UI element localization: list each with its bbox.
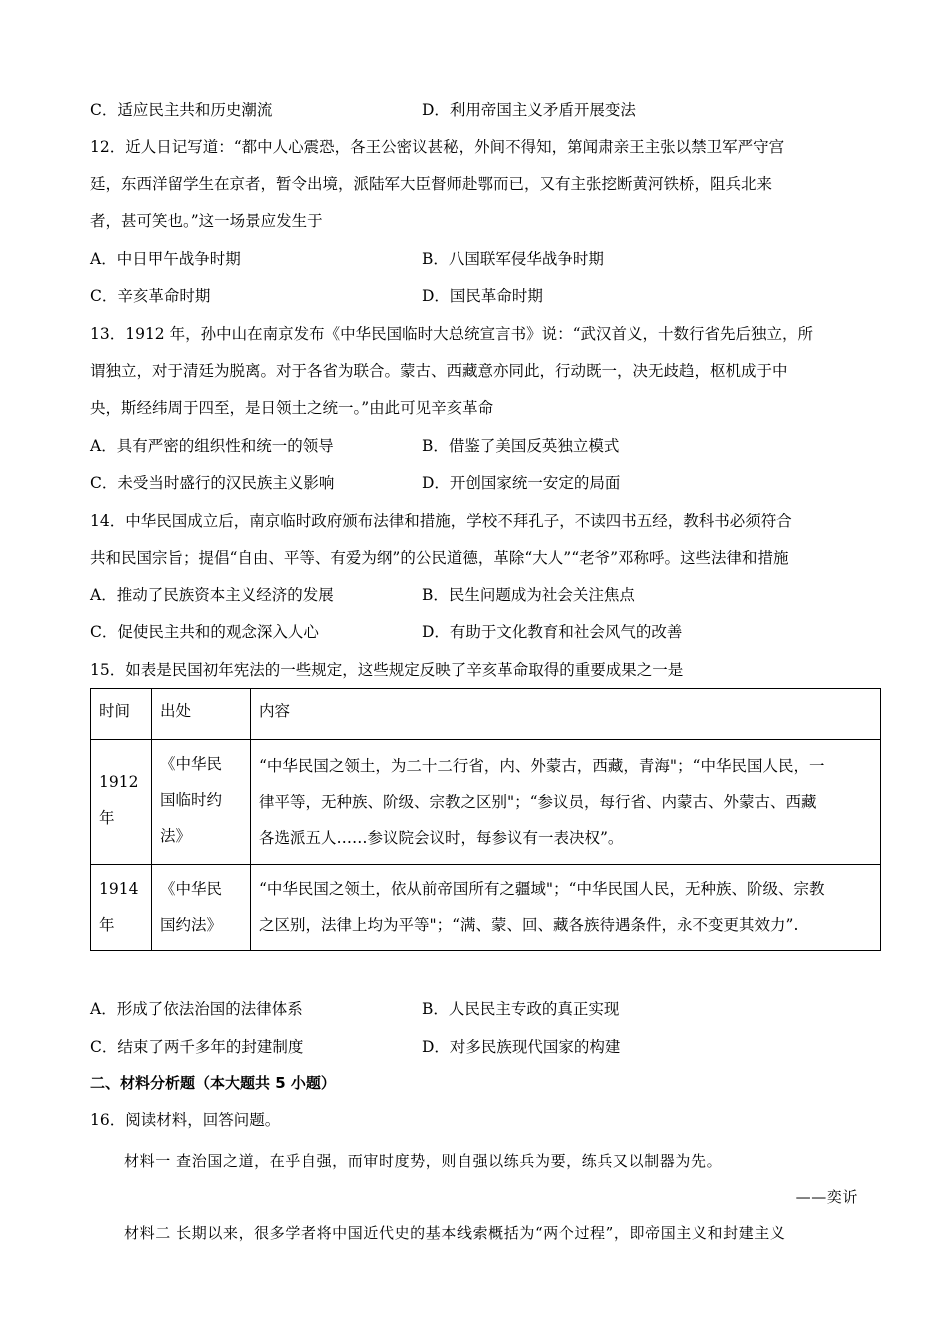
q14-option-b[interactable]: B．民生问题成为社会关注焦点	[422, 586, 635, 604]
cell-line: 国临时约	[160, 791, 223, 809]
table-cell-time	[91, 865, 152, 951]
table-cell-content	[251, 865, 881, 951]
cell-line: 各选派五人……参议院会议时，每参议有一表决权”。	[259, 829, 624, 847]
q13-option-a[interactable]: A．具有严密的组织性和统一的领导	[90, 437, 334, 455]
table-cell-content	[251, 740, 881, 865]
table-header-time: 时间	[91, 689, 152, 740]
table-header-row	[91, 689, 881, 740]
q12-options-row-2	[90, 286, 880, 306]
q13-option-d[interactable]: D．开创国家统一安定的局面	[422, 474, 621, 492]
cell-line: 年	[99, 809, 115, 827]
q15-option-b[interactable]: B．人民民主专政的真正实现	[422, 1000, 620, 1018]
q13-stem-line-1: 13．1912 年，孙中山在南京发布《中华民国临时大总统宣言书》说：“武汉首义，十数行省先后独立，所	[90, 325, 814, 343]
q14-options-row-2	[90, 622, 880, 642]
cell-line: 法》	[160, 827, 192, 845]
q12-option-a[interactable]: A．中日甲午战争时期	[90, 250, 241, 268]
cell-line: 《中华民	[160, 755, 223, 773]
q12-stem-line-1: 12．近人日记写道：“都中人心震恐，各王公密议甚秘，外间不得知，第闻肃亲王主张以禁卫军严守宫	[90, 138, 785, 156]
q14-option-c[interactable]: C．促使民主共和的观念深入人心	[90, 623, 319, 641]
q14-stem-line-2: 共和民国宗旨；提倡“自由、平等、有爱为纲”的公民道德，革除“大人”“老爷”邓称呼。这些法律和措施	[90, 549, 789, 567]
q12-options-row-1	[90, 249, 880, 269]
cell-line: 年	[99, 916, 115, 934]
table-header-source: 出处	[152, 689, 251, 740]
q13-stem-line-3: 央，斯经纬周于四至，是日领土之统一。”由此可见辛亥革命	[90, 399, 494, 417]
table-row	[91, 740, 881, 865]
q14-stem-line-1: 14．中华民国成立后，南京临时政府颁布法律和措施，学校不拜孔子，不读四书五经，教科书必须符合	[90, 512, 792, 530]
table-header-content: 内容	[251, 689, 881, 740]
q13-option-b[interactable]: B．借鉴了美国反英独立模式	[422, 437, 620, 455]
q16-material-1-author: ——奕䜣	[795, 1188, 858, 1206]
q16-material-2: 材料二 长期以来，很多学者将中国近代史的基本线索概括为“两个过程”，即帝国主义和封建主义	[124, 1224, 786, 1242]
cell-line: 律平等，无种族、阶级、宗教之区别"；“参议员，每行省、内蒙古、外蒙古、西藏	[259, 793, 817, 811]
q12-stem-line-3: 者，甚可笑也。”这一场景应发生于	[90, 212, 323, 230]
table-row	[91, 865, 881, 951]
cell-line: 之区别，法律上均为平等"；“满、蒙、回、藏各族待遇条件，永不变更其效力”.	[259, 916, 799, 934]
cell-line: 国约法》	[160, 916, 223, 934]
q12-option-c[interactable]: C．辛亥革命时期	[90, 287, 211, 305]
q15-stem: 15．如表是民国初年宪法的一些规定，这些规定反映了辛亥革命取得的重要成果之一是	[90, 661, 684, 679]
section-heading: 二、材料分析题（本大题共 5 小题）	[90, 1074, 336, 1092]
constitution-table	[90, 688, 881, 951]
q15-option-d[interactable]: D．对多民族现代国家的构建	[422, 1038, 621, 1056]
q15-options-row-1	[90, 999, 880, 1019]
q12-option-d[interactable]: D．国民革命时期	[422, 287, 543, 305]
q15-option-c[interactable]: C．结束了两千多年的封建制度	[90, 1038, 304, 1056]
table-cell-source	[152, 865, 251, 951]
q11-option-d[interactable]: D．利用帝国主义矛盾开展变法	[422, 101, 636, 119]
q13-stem-line-2: 谓独立，对于清廷为脱离。对于各省为联合。蒙古、西藏意亦同此，行动既一，决无歧趋，枢机成于中	[90, 362, 788, 380]
q16-stem: 16．阅读材料，回答问题。	[90, 1111, 281, 1129]
q13-options-row-1	[90, 436, 880, 456]
q11-options-row	[90, 100, 880, 120]
q11-option-c[interactable]: C．适应民主共和历史潮流	[90, 101, 273, 119]
table-cell-time	[91, 740, 152, 865]
q15-options-row-2	[90, 1037, 880, 1057]
cell-line: 1914	[99, 880, 139, 898]
q12-option-b[interactable]: B．八国联军侵华战争时期	[422, 250, 604, 268]
q13-option-c[interactable]: C．未受当时盛行的汉民族主义影响	[90, 474, 335, 492]
q13-options-row-2	[90, 473, 880, 493]
cell-line: 1912	[99, 773, 139, 791]
q16-material-1: 材料一 查治国之道，在乎自强，而审时度势，则自强以练兵为要，练兵又以制器为先。	[124, 1152, 723, 1170]
q14-options-row-1	[90, 585, 880, 605]
q15-option-a[interactable]: A．形成了依法治国的法律体系	[90, 1000, 303, 1018]
cell-line: “中华民国之领土，为二十二行省，内、外蒙古，西藏，青海"；“中华民国人民，一	[259, 757, 825, 775]
table-cell-source	[152, 740, 251, 865]
q14-option-a[interactable]: A．推动了民族资本主义经济的发展	[90, 586, 334, 604]
q14-option-d[interactable]: D．有助于文化教育和社会风气的改善	[422, 623, 683, 641]
cell-line: 《中华民	[160, 880, 223, 898]
q12-stem-line-2: 廷，东西洋留学生在京者，暂令出境，派陆军大臣督师赴鄂而已，又有主张挖断黄河铁桥，阻兵北来	[90, 175, 773, 193]
cell-line: “中华民国之领土，依从前帝国所有之疆域"；“中华民国人民，无种族、阶级、宗教	[259, 880, 825, 898]
